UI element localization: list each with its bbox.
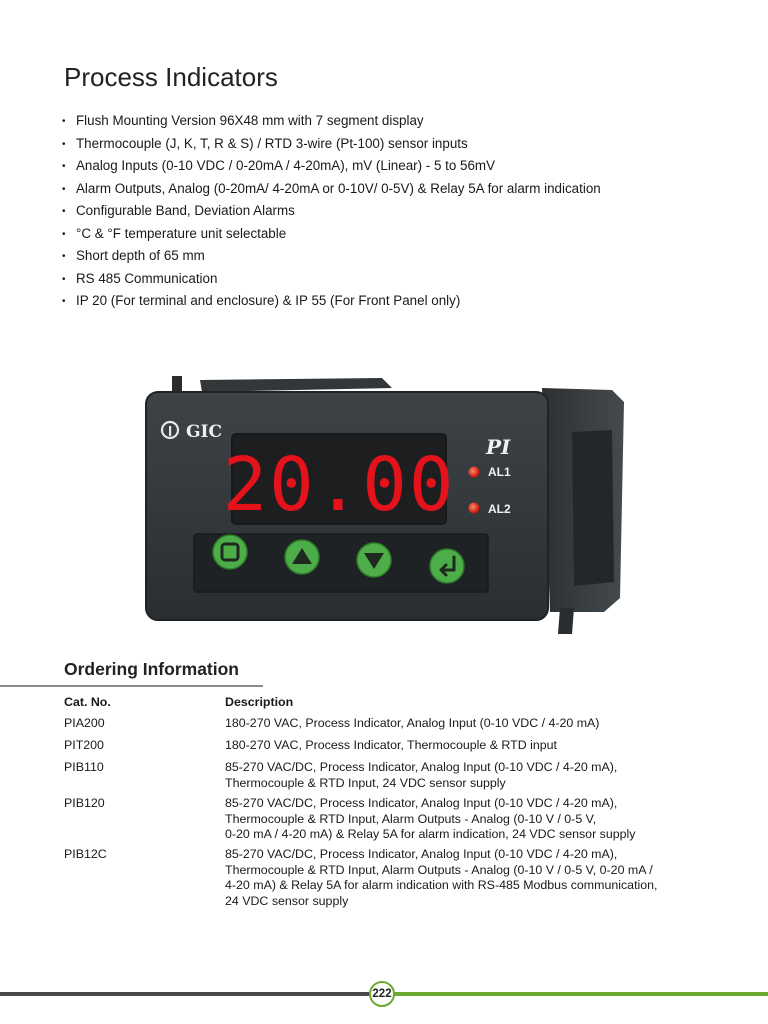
- bullet-icon: •: [62, 206, 66, 217]
- gic-logo-icon-stem: [169, 426, 171, 436]
- button-enter[interactable]: [430, 549, 464, 583]
- mount-clip-bottom: [558, 608, 574, 634]
- model-label: PI: [486, 435, 511, 459]
- process-indicator-illustration: [142, 372, 632, 650]
- display-value: 20.00: [222, 442, 456, 528]
- description: 85-270 VAC/DC, Process Indicator, Analog Input (0-10 VDC / 4-20 mA), Thermocouple & RTD Input, Alarm Outputs - Analog (0-10 V / 0-5 V, 0-20 mA / 4-20 mA) & Relay 5A for alarm indication with RS-485 Modbus communication, 24 VDC sensor supply: [225, 847, 658, 908]
- footer-rule-right: [394, 992, 768, 996]
- button-up[interactable]: [285, 540, 319, 574]
- button-circle[interactable]: [213, 535, 247, 569]
- feature-item: • °C & °F temperature unit selectable: [62, 223, 601, 246]
- feature-item: • Flush Mounting Version 96X48 mm with 7 segment display: [62, 110, 601, 133]
- feature-item: • IP 20 (For terminal and enclosure) & IP 55 (For Front Panel only): [62, 290, 601, 313]
- alarm2-led: [469, 503, 480, 514]
- bullet-icon: •: [62, 183, 66, 195]
- bullet-icon: •: [62, 273, 66, 285]
- description: 180-270 VAC, Process Indicator, Thermocouple & RTD input: [225, 738, 557, 752]
- bullet-icon: •: [62, 228, 66, 240]
- mount-clip-top: [200, 378, 392, 392]
- feature-item: • Alarm Outputs, Analog (0-20mA/ 4-20mA or 0-10V/ 0-5V) & Relay 5A for alarm indication: [62, 178, 601, 201]
- description: 85-270 VAC/DC, Process Indicator, Analog Input (0-10 VDC / 4-20 mA), Thermocouple & RTD Input, Alarm Outputs - Analog (0-10 V / 0-5 V, 0-20 mA / 4-20 mA) & Relay 5A for alarm indication, 24 VDC sensor supply: [225, 796, 636, 841]
- description: 180-270 VAC, Process Indicator, Analog Input (0-10 VDC / 4-20 mA): [225, 716, 600, 730]
- footer-rule-left: [0, 992, 372, 996]
- page-number: 222: [369, 981, 395, 1007]
- bullet-icon: •: [62, 161, 66, 172]
- cat-number: PIB120: [64, 796, 105, 810]
- alarm2-label: AL2: [488, 502, 511, 516]
- product-image: [142, 372, 632, 650]
- description: 85-270 VAC/DC, Process Indicator, Analog Input (0-10 VDC / 4-20 mA), Thermocouple & RTD Input, 24 VDC sensor supply: [225, 760, 618, 790]
- feature-item: • Short depth of 65 mm: [62, 245, 601, 268]
- ordering-divider: [0, 685, 263, 687]
- feature-item: • Thermocouple (J, K, T, R & S) / RTD 3-wire (Pt-100) sensor inputs: [62, 133, 601, 156]
- cat-number: PIB12C: [64, 847, 107, 861]
- cat-number: PIB110: [64, 760, 104, 774]
- brand-text: GIC: [186, 422, 223, 442]
- cat-number: PIT200: [64, 738, 104, 752]
- alarm1-led: [469, 467, 480, 478]
- column-header-cat: Cat. No.: [64, 695, 111, 709]
- feature-item: • Analog Inputs (0-10 VDC / 0-20mA / 4-20mA), mV (Linear) - 5 to 56mV: [62, 155, 601, 178]
- alarm1-label: AL1: [488, 465, 511, 479]
- cat-number: PIA200: [64, 716, 105, 730]
- button-down[interactable]: [357, 543, 391, 577]
- mount-clip-side: [572, 430, 614, 586]
- bullet-icon: •: [62, 251, 66, 262]
- bullet-icon: •: [62, 296, 66, 307]
- button-stop[interactable]: [213, 535, 247, 569]
- page-title: Process Indicators: [64, 62, 278, 92]
- bullet-icon: •: [62, 116, 66, 127]
- feature-item: • Configurable Band, Deviation Alarms: [62, 200, 601, 223]
- feature-list: [62, 110, 601, 313]
- bullet-icon: •: [62, 138, 66, 150]
- ordering-heading: Ordering Information: [64, 659, 239, 679]
- feature-item: • RS 485 Communication: [62, 268, 601, 291]
- column-header-desc: Description: [225, 695, 294, 709]
